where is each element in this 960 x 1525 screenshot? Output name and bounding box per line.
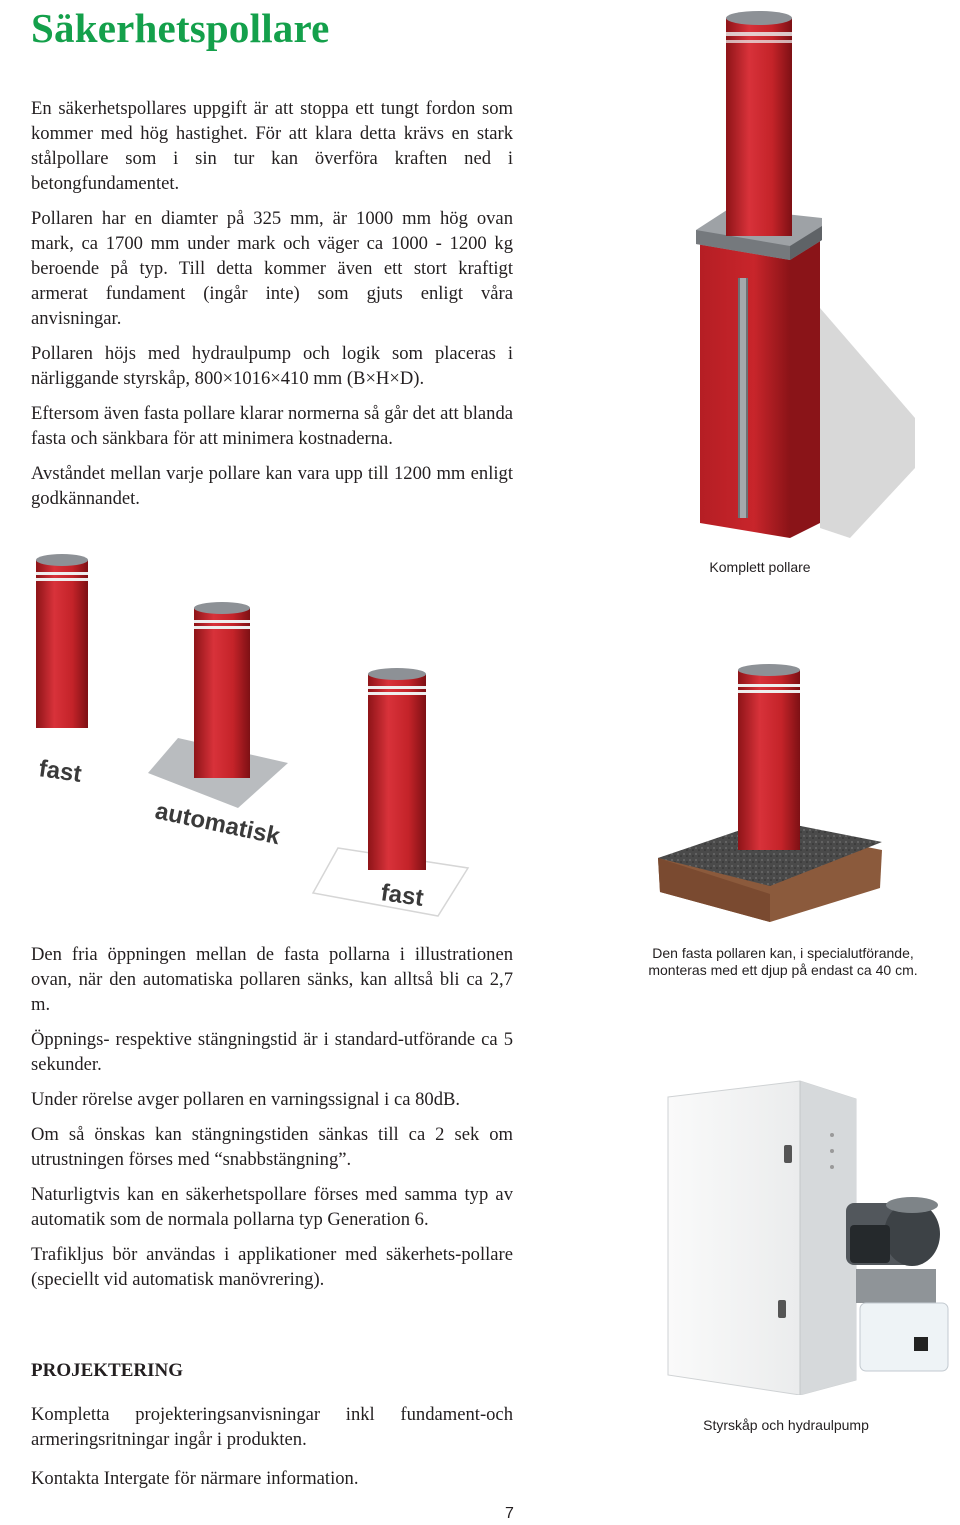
label-automatisk: automatisk	[152, 797, 283, 851]
intro-paragraph: En säkerhetspollares uppgift är att stoppa ett tungt fordon som kommer med hög hastighet. För att klara detta krävs en stark stålpollare som i sin tur kan överföra kraften ned i betongfundamentet.	[31, 98, 513, 194]
bollard-row-illustration	[28, 548, 518, 920]
caption-shallow-bollard: Den fasta pollaren kan, i specialutförande, monteras med ett djup på endast ca 40 cm.	[648, 945, 918, 978]
intro-paragraph: Avståndet mellan varje pollare kan vara upp till 1200 mm enligt godkännandet.	[31, 463, 513, 509]
caption-cabinet: Styrskåp och hydraulpump	[703, 1417, 869, 1433]
intro-paragraph: Pollaren har en diamter på 325 mm, är 1000 mm hög ovan mark, ca 1700 mm under mark och väger ca 1000 - 1200 kg beroende på typ. Till detta kommer även ett stort kraftigt armerat fundament (ingår inte) som gjuts enligt våra anvisningar.	[31, 208, 513, 329]
intro-paragraph: Pollaren höjs med hydraulpump och logik som placeras i närliggande styrskåp, 800×1016×410 mm (B×H×D).	[31, 343, 513, 389]
body-paragraph: Om så önskas kan stängningstiden sänkas till ca 2 sek om utrustningen förses med “snabbstängning”.	[31, 1124, 513, 1170]
body-paragraph: Den fria öppningen mellan de fasta pollarna i illustrationen ovan, när den automatiska pollaren sänks, kan alltså bli ca 2,7 m.	[31, 944, 513, 1015]
body-text	[31, 942, 513, 1302]
intro-text	[31, 96, 513, 521]
body-paragraph: Öppnings- respektive stängningstid är i standard-utförande ca 5 sekunder.	[31, 1029, 513, 1075]
shallow-bollard-image	[640, 660, 900, 924]
body-paragraph: Naturligtvis kan en säkerhetspollare förses med samma typ av automatik som de normala pollarna typ Generation 6.	[31, 1184, 513, 1230]
projektering-text	[31, 1402, 513, 1501]
body-paragraph: Under rörelse avger pollaren en varningssignal i ca 80dB.	[31, 1089, 461, 1110]
projektering-paragraph: Kontakta Intergate för närmare information.	[31, 1468, 359, 1489]
page-title: Säkerhetspollare	[31, 5, 330, 51]
label-fast-1: fast	[37, 755, 84, 788]
intro-paragraph: Eftersom även fasta pollare klarar normerna så går det att blanda fasta och sänkbara för att minimera kostnaderna.	[31, 403, 513, 449]
page-number: 7	[505, 1505, 514, 1522]
label-fast-2: fast	[379, 879, 426, 912]
complete-bollard-image	[690, 8, 920, 548]
projektering-heading: PROJEKTERING	[31, 1360, 184, 1381]
body-paragraph: Trafikljus bör användas i applikationer med säkerhets-pollare (speciellt vid automatisk manövrering).	[31, 1244, 513, 1290]
cabinet-pump-image	[660, 1075, 956, 1395]
caption-complete-bollard: Komplett pollare	[709, 559, 811, 575]
projektering-paragraph: Kompletta projekteringsanvisningar inkl fundament-och armeringsritningar ingår i produkten.	[31, 1404, 513, 1450]
